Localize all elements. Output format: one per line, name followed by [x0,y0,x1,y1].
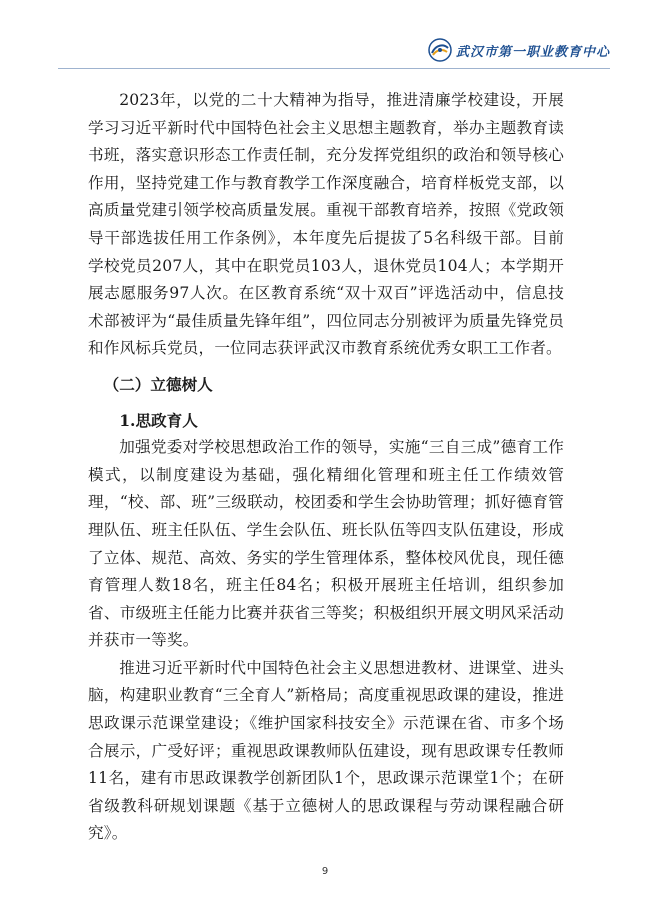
page-number: 9 [321,866,329,877]
section-heading: （二）立德树人 [103,374,213,394]
paragraph-ideological-courses: 推进习近平新时代中国特色社会主义思想进教材、进课堂、进头脑，构建职业教育“三全育人”新格局；高度重视思政课的建设，推进思政课示范课堂建设；《维护国家科技安全》示范课在省、市多个场合展示，广受好评；重视思政课教师队伍建设，现有思政课专任教师11名，建有市思政课教学创新团队1个，思政课示范课堂1个；在研省级教科研规划课题《基于立德树人的思政课程与劳动课程融合研究》。 [88,658,564,843]
paragraph-party-building: 2023年，以党的二十大精神为指导，推进清廉学校建设，开展学习习近平新时代中国特色社会主义思想主题教育，举办主题教育读书班，落实意识形态工作责任制，充分发挥党组织的政治和领导核心作用，坚持党建工作与教育教学工作深度融合，培育样板党支部，以高质量党建引领学校高质量发展。重视干部教育培养，按照《党政领导干部选拔任用工作条例》，本年度先后提拔了5名科级干部。目前学校党员207人，其中在职党员103人，退休党员104人；本学期开展志愿服务97人次。在区教育系统“双十双百”评选活动中，信息技术部被评为“最佳质量先锋年组”，四位同志分别被评为质量先锋党员和作风标兵党员，一位同志获评武汉市教育系统优秀女职工工作者。 [88,91,564,358]
school-emblem-icon [428,38,452,62]
school-name-logo-text: 武汉市第一职业教育中心 [455,44,610,60]
page-header [0,0,650,84]
school-logo [428,38,610,62]
header-divider [58,68,610,69]
document-body [88,87,564,848]
paragraph-moral-education: 加强党委对学校思想政治工作的领导，实施“三自三成”德育工作模式，以制度建设为基础，强化精细化管理和班主任工作绩效管理，“校、部、班”三级联动，校团委和学生会协助管理；抓好德育管理队伍、班主任队伍、学生会队伍、班长队伍等四支队伍建设，形成了立体、规范、高效、务实的学生管理体系，整体校风优良，现任德育管理人数18名，班主任84名；积极开展班主任培训，组织参加省、市级班主任能力比赛并获省三等奖；积极组织开展文明风采活动并获市一等奖。 [88,438,564,650]
subsection-heading: 1.思政育人 [119,410,198,430]
